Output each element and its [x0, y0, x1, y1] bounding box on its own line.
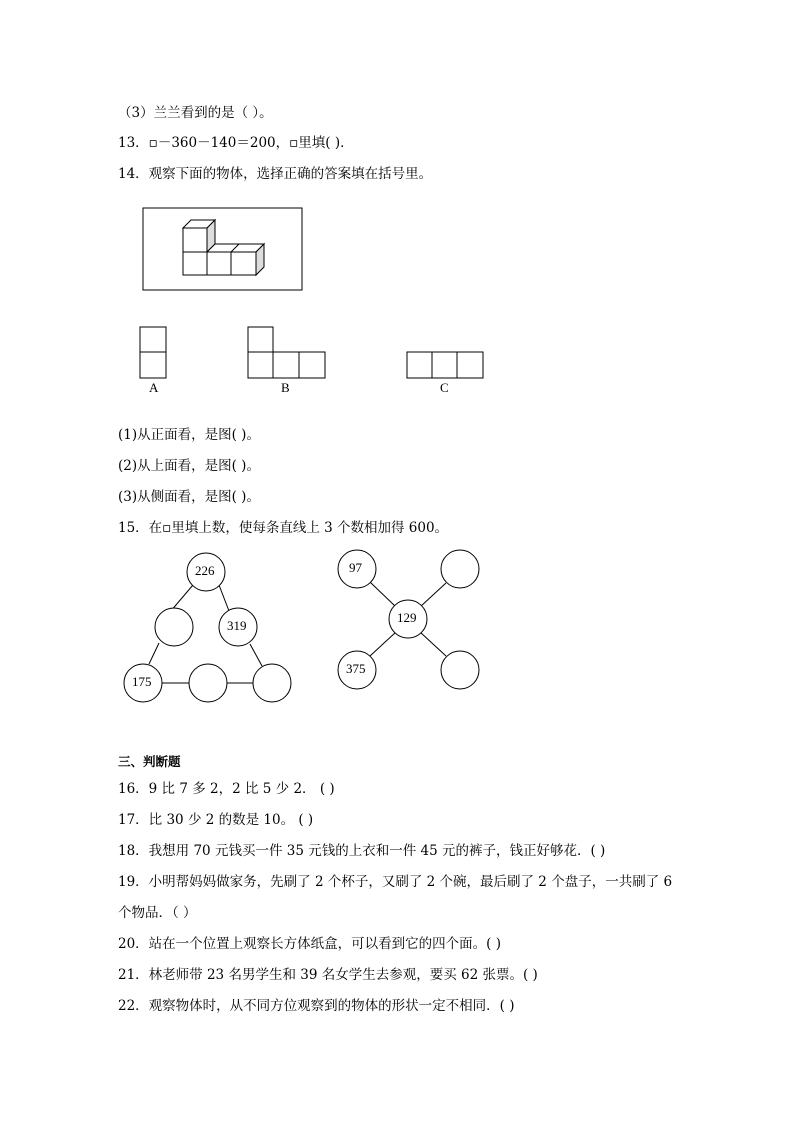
q22-text: 22．观察物体时，从不同方位观察到的物体的形状一定不相同．( ) — [118, 998, 515, 1014]
q20-text: 20．站在一个位置上观察长方体纸盒，可以看到它的四个面。( ) — [118, 936, 502, 952]
empty-circle-bottom-right-cross — [441, 651, 479, 689]
num-97: 97 — [349, 560, 362, 575]
empty-circle-left — [155, 608, 193, 646]
q16-text: 16．9 比 7 多 2，2 比 5 少 2． ( ) — [118, 781, 335, 797]
num-129: 129 — [397, 610, 417, 625]
section-3-heading: 三、判断题 — [118, 754, 181, 769]
option-c-figure — [407, 352, 483, 378]
num-319: 319 — [227, 618, 247, 633]
num-175: 175 — [132, 674, 152, 689]
num-375: 375 — [346, 661, 366, 676]
cube-object-figure — [143, 208, 302, 290]
q15-text: 15．在▫里填上数，使每条直线上 3 个数相加得 600。 — [118, 520, 449, 536]
q14-1-text: (1)从正面看，是图( )。 — [118, 427, 260, 443]
option-b-label: B — [281, 380, 290, 395]
q13-text: 13．▫－360－140＝200，▫里填( )． — [118, 135, 354, 151]
q21-text: 21．林老师带 23 名男学生和 39 名女学生去参观，要买 62 张票。( ) — [118, 967, 538, 983]
option-c-label: C — [440, 380, 449, 395]
option-a-figure — [140, 327, 166, 378]
q19-text-line1: 19．小明帮妈妈做家务，先刷了 2 个杯子，又刷了 2 个碗，最后刷了 2 个盘子，一共刷了 6 — [118, 874, 673, 890]
q17-text: 17．比 30 少 2 的数是 10。 ( ) — [118, 812, 314, 828]
q14-text: 14．观察下面的物体，选择正确的答案填在括号里。 — [118, 166, 433, 182]
empty-circle-bottom-mid — [189, 664, 227, 702]
q19-text-line2: 个物品．（ ） — [118, 905, 197, 921]
option-a-label: A — [149, 380, 159, 395]
empty-circle-top-right — [441, 550, 479, 588]
q18-text: 18．我想用 70 元钱买一件 35 元钱的上衣和一件 45 元的裤子，钱正好够花．( ) — [118, 843, 606, 859]
empty-circle-bottom-right — [253, 664, 291, 702]
q14-2-text: (2)从上面看，是图( )。 — [118, 458, 260, 474]
q14-3-text: (3)从侧面看，是图( )。 — [118, 489, 260, 505]
option-b-figure — [248, 327, 325, 378]
q12-3-text: （3）兰兰看到的是（ ）。 — [118, 105, 273, 121]
num-226: 226 — [195, 563, 215, 578]
